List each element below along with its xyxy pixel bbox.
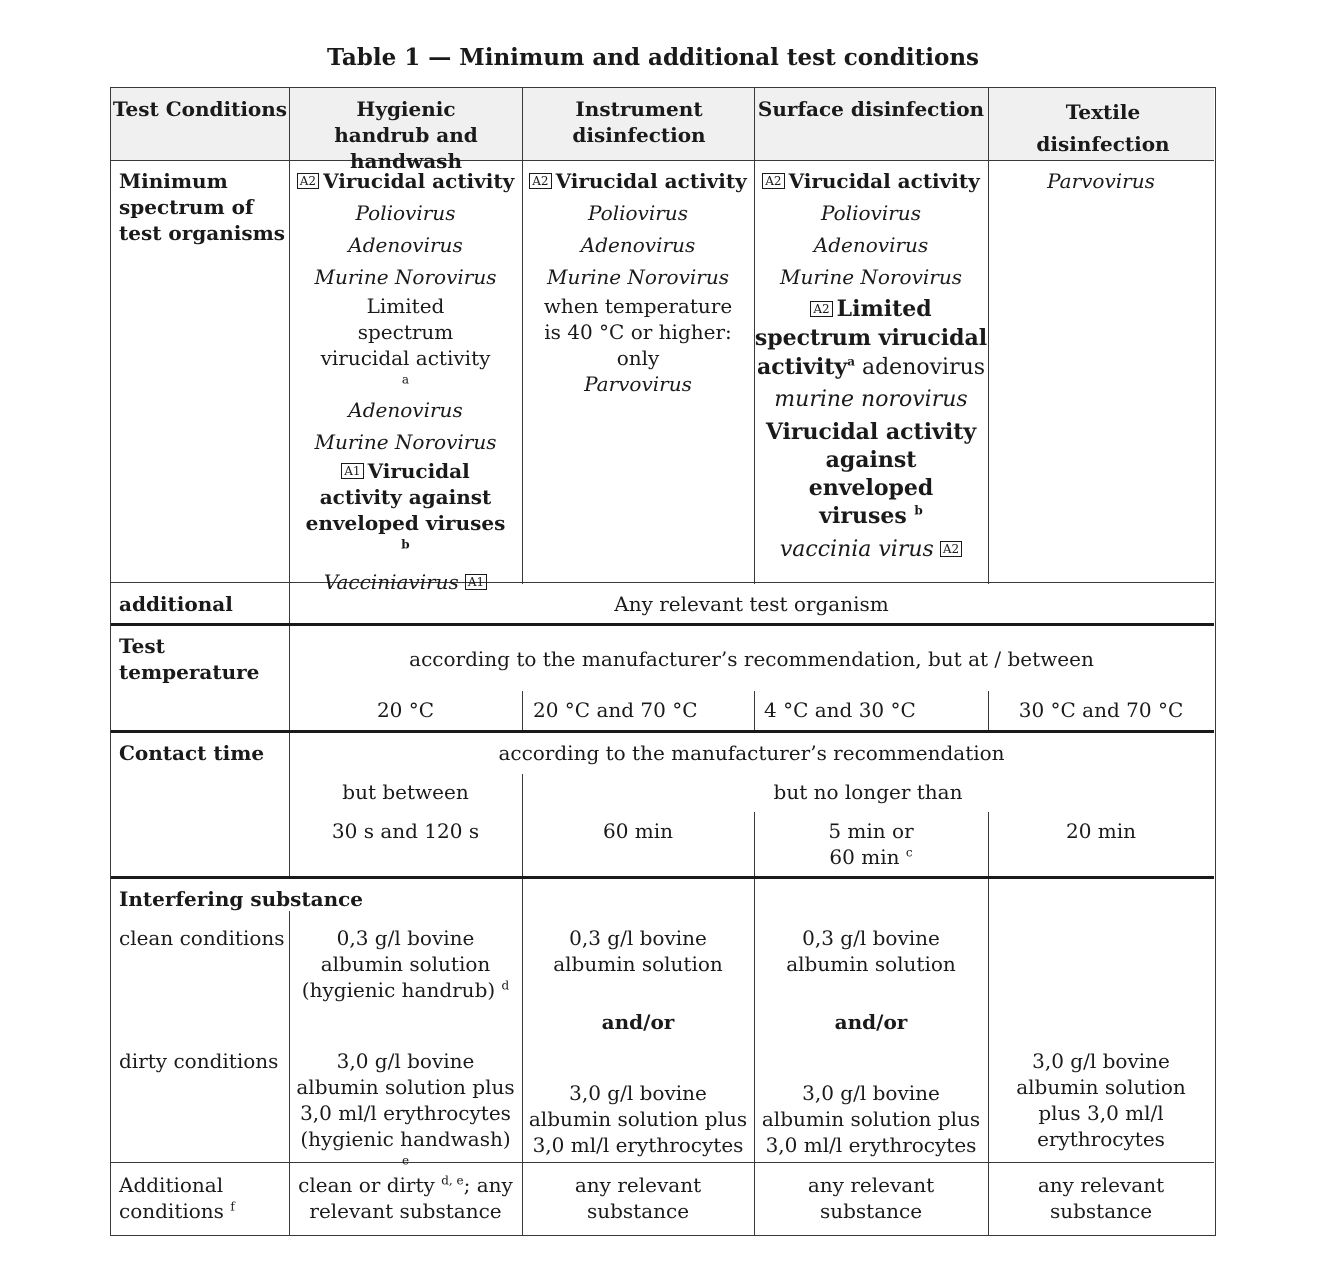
amendment-marker-icon: A2 (762, 173, 784, 189)
test-conditions-table (110, 87, 1216, 1236)
instrument-polio: Poliovirus (588, 201, 688, 225)
surface-virucidal: Virucidal activity (788, 169, 980, 193)
clean-instrument: 0,3 g/l bovine albumin solution (553, 926, 723, 976)
dirty-surface: 3,0 g/l bovine albumin solution plus 3,0 ml/l erythrocytes (761, 1081, 981, 1157)
row-divider (111, 160, 1214, 161)
clean-hand-text: 0,3 g/l bovine albumin solution (hygienic handrub) (301, 926, 496, 1002)
amendment-marker-icon: A2 (810, 301, 832, 317)
temp-surface: 4 °C and 30 °C (764, 698, 916, 722)
instrument-adeno: Adenovirus (580, 233, 696, 257)
row-divider (111, 623, 1214, 626)
minimum-spectrum-label: Minimum spectrum of test organisms (119, 169, 286, 245)
footnote-ref: b (401, 537, 410, 552)
row-divider (111, 1162, 1214, 1163)
surface-noro: Murine Norovirus (780, 265, 962, 289)
temperature-note: according to the manufacturer’s recommendation, but at / between (409, 647, 1094, 671)
amendment-end-marker-icon: A1 (465, 574, 487, 590)
temp-hand: 20 °C (376, 698, 435, 722)
contact-surface (754, 818, 988, 870)
footnote-ref: d (501, 978, 510, 993)
dirty-textile: 3,0 g/l bovine albumin solution plus 3,0 ml/l erythrocytes (1016, 1049, 1186, 1151)
amendment-marker-icon: A1 (341, 463, 363, 479)
temp-instrument: 20 °C and 70 °C (533, 698, 698, 722)
col-divider (988, 88, 989, 584)
footnote-ref: d, e (441, 1173, 464, 1188)
addcond-surface: any relevant substance (807, 1173, 935, 1223)
hand-polio: Poliovirus (355, 201, 456, 225)
hand-adeno: Adenovirus (348, 233, 463, 257)
interfering-label: Interfering substance (119, 887, 364, 911)
hand-virucidal: Virucidal activity (323, 169, 515, 193)
contact-note: according to the manufacturer’s recommendation (498, 741, 1005, 765)
addcond-label (119, 1172, 287, 1224)
footnote-ref: e (401, 1153, 410, 1168)
col-divider (754, 691, 755, 731)
hand-enveloped: Virucidal activity against enveloped viruses (305, 459, 506, 535)
instrument-spectrum-cell (522, 168, 754, 397)
footnote-ref: c (905, 845, 913, 860)
row-divider (111, 582, 1214, 583)
contact-instrument: 60 min (602, 819, 674, 843)
amendment-marker-icon: A2 (297, 173, 319, 189)
dirty-instrument: 3,0 g/l bovine albumin solution plus 3,0 ml/l erythrocytes (528, 1081, 748, 1157)
addcond-hand-1: clean or dirty (298, 1173, 435, 1197)
surface-limited: Limited spectrum virucidal activity (754, 296, 988, 380)
instrument-parvo: Parvovirus (584, 372, 692, 396)
header-conditions: Test Conditions (112, 97, 288, 121)
footnote-ref: a (401, 372, 410, 387)
clean-hand (289, 925, 522, 1003)
textile-parvo: Parvovirus (1047, 169, 1155, 193)
row-divider (111, 876, 1214, 879)
contact-textile: 20 min (1065, 819, 1137, 843)
footnote-ref: b (914, 503, 923, 518)
addcond-instrument: any relevant substance (574, 1173, 702, 1223)
clean-label: clean conditions (119, 926, 285, 950)
surface-polio: Poliovirus (821, 201, 921, 225)
hand-noro: Murine Norovirus (314, 265, 497, 289)
hand-noro2: Murine Norovirus (314, 430, 497, 454)
clean-surface: 0,3 g/l bovine albumin solution (786, 926, 956, 976)
hand-limited: Limited spectrum virucidal activity (320, 294, 491, 370)
header-hand: Hygienic handrub and handwash (334, 97, 478, 173)
surface-adeno2: adenovirus (861, 355, 986, 380)
footnote-ref: f (230, 1199, 235, 1214)
surface-noro2: murine norovirus (774, 387, 968, 412)
col-divider (522, 691, 523, 731)
contact-hand: 30 s and 120 s (331, 819, 480, 843)
contact-surface-2: 60 min (829, 845, 900, 869)
additional-label: additional (119, 592, 233, 616)
contact-label: Contact time (119, 741, 265, 765)
surface-enveloped: Virucidal activity against enveloped viruses (765, 419, 977, 529)
instrument-temp-note: when temperature is 40 °C or higher: only (543, 294, 733, 370)
dirty-hand-text: 3,0 g/l bovine albumin solution plus 3,0 ml/l erythrocytes (hygienic handwash) (296, 1049, 515, 1151)
contact-between: but between (342, 780, 469, 804)
andor-surface: and/or (834, 1010, 908, 1034)
dirty-hand (289, 1048, 522, 1178)
footnote-ref: a (847, 354, 855, 369)
surface-adeno: Adenovirus (813, 233, 929, 257)
dirty-label: dirty conditions (119, 1049, 279, 1073)
temp-textile: 30 °C and 70 °C (1018, 698, 1184, 722)
addcond-label-text: Additional conditions (119, 1173, 224, 1223)
instrument-virucidal: Virucidal activity (555, 169, 747, 193)
addcond-hand-2: ; any relevant substance (309, 1173, 513, 1223)
addcond-textile: any relevant substance (1037, 1173, 1165, 1223)
row-divider (111, 730, 1214, 733)
hand-vaccinia: Vacciniavirus (323, 570, 459, 594)
header-textile: Textile disinfection (1036, 100, 1170, 156)
contact-no-longer: but no longer than (773, 780, 963, 804)
amendment-marker-icon: A2 (529, 173, 551, 189)
header-instrument: Instrument disinfection (572, 97, 706, 147)
header-surface: Surface disinfection (757, 97, 985, 121)
addcond-hand (289, 1172, 522, 1224)
table-title: Table 1 — Minimum and additional test conditions (326, 44, 980, 71)
hand-spectrum-cell (289, 168, 522, 598)
andor-instrument: and/or (601, 1010, 675, 1034)
hand-adeno2: Adenovirus (348, 398, 463, 422)
amendment-end-marker-icon: A2 (940, 541, 962, 557)
surface-vaccinia: vaccinia virus (779, 537, 934, 562)
additional-value: Any relevant test organism (614, 592, 889, 616)
instrument-noro: Murine Norovirus (547, 265, 729, 289)
temperature-label: Test temperature (119, 634, 260, 684)
surface-spectrum-cell (754, 168, 988, 568)
contact-surface-1: 5 min or (828, 819, 914, 843)
